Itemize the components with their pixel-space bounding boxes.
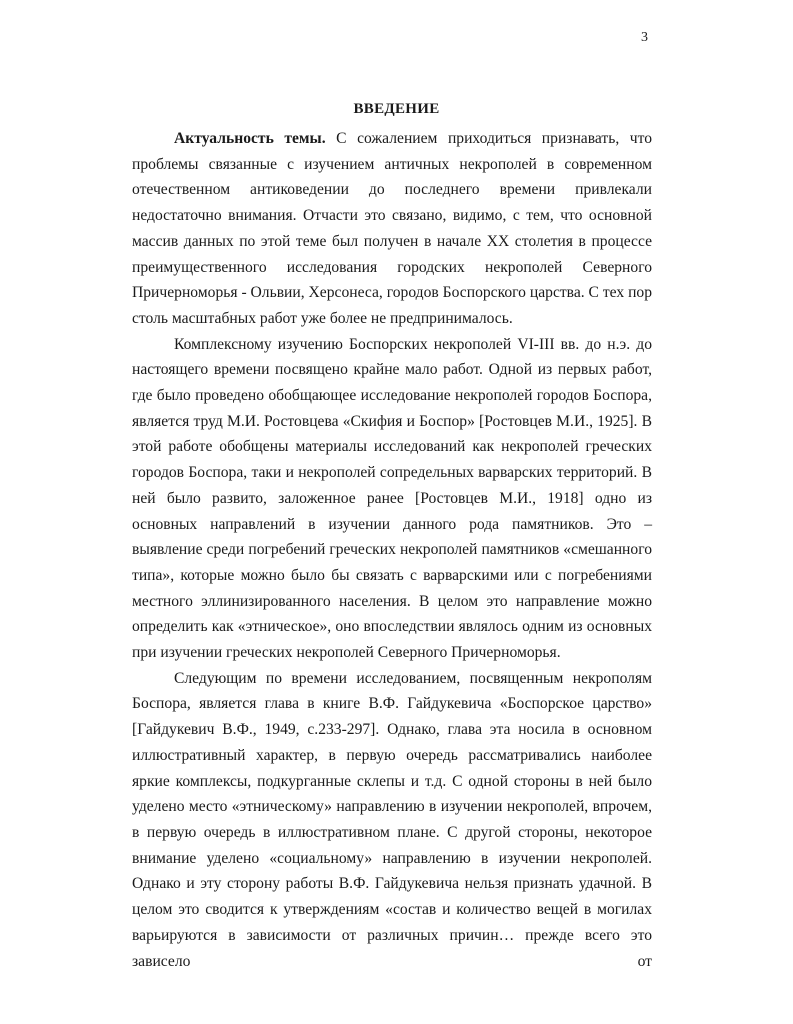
- section-title: ВВЕДЕНИЕ: [353, 101, 440, 117]
- paragraph-text: С сожалением приходиться признавать, что проблемы связанные с изучением античных некрополей в современном отечественном антиковедении до последнего времени привлекали недостаточно внимания. Отчасти это связано, видимо, с тем, что основной массив данных по этой теме был получен в начале XX столетия в процессе преимущественного исследования городских некрополей Северного Причерноморья - Ольвии, Херсонеса, городов Боспорского царства. С тех пор столь масштабных работ уже более не предпринималось.: [132, 130, 653, 327]
- paragraph-text: Следующим по времени исследованием, посвященным некрополям Боспора, является глава в книге В.Ф. Гайдукевича «Боспорское царство» [Гайдукевич В.Ф., 1949, с.233-297]. Однако, глава эта носила в основном иллюстративный характер, в первую очередь рассматривались наиболее яркие комплексы, подкурганные склепы и т.д. С одной стороны в ней было уделено место «этническому» направлению в изучении некрополей, впрочем, в первую очередь в иллюстративном плане. С другой стороны, некоторое внимание уделено «социальному» направлению в изучении некрополей. Однако и эту сторону работы В.Ф. Гайдукевича нельзя признать удачной. В целом это сводится к утверждениям «состав и количество вещей в могилах варьируются в зависимости от различных причин… прежде всего это зависело от: [132, 669, 652, 970]
- body-text: [132, 126, 652, 974]
- paragraph-relevance: [132, 126, 652, 332]
- paragraph-lead: Актуальность темы.: [174, 130, 326, 147]
- paragraph-text: Комплексному изучению Боспорских некрополей VI-III вв. до н.э. до настоящего времени посвящено крайне мало работ. Одной из первых работ, где было проведено обобщающее исследование некрополей городов Боспора, является труд М.И. Ростовцева «Скифия и Боспор» [Ростовцев М.И., 1925]. В этой работе обобщены материалы исследований как некрополей греческих городов Боспора, таки и некрополей сопредельных варварских территорий. В ней было развито, заложенное ранее [Ростовцев М.И., 1918] одно из основных направлений в изучении данного рода памятников. Это – выявление среди погребений греческих некрополей памятников «смешанного типа», которые можно было бы связать с варварскими или с погребениями местного эллинизированного населения. В целом это направление можно определить как «этническое», оно впоследствии являлось одним из основных при изучении греческих некрополей Северного Причерноморья.: [132, 335, 652, 662]
- paragraph-gaidukevich: [132, 666, 652, 974]
- paragraph-rostovtsev: [132, 332, 652, 666]
- page-number: 3: [641, 30, 648, 45]
